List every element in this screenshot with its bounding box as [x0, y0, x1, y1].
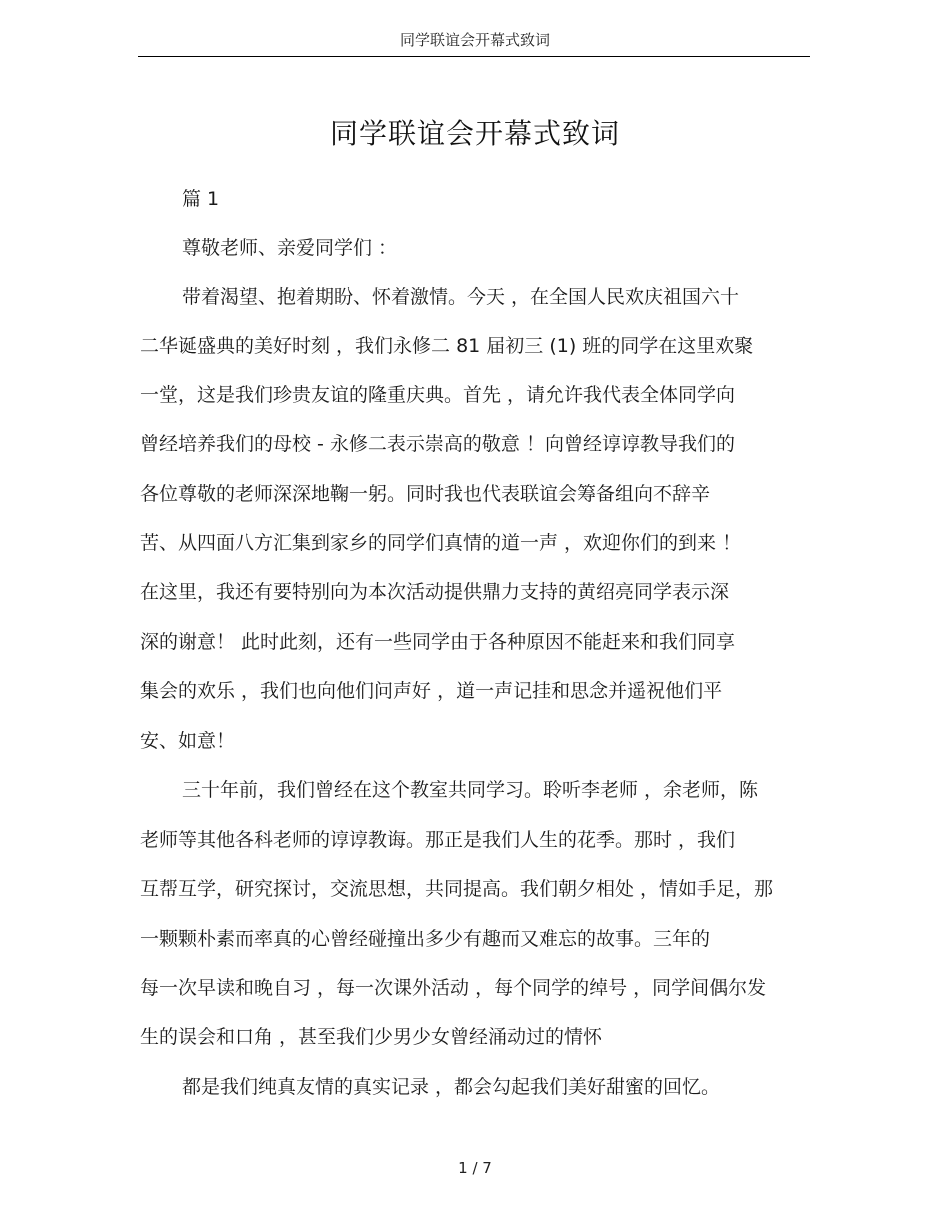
- header-divider: [138, 56, 810, 57]
- page-number: 1 / 7: [458, 1159, 492, 1177]
- body-line: 老师等其他各科老师的谆谆教诲。那正是我们人生的花季。那时 ，我们: [140, 829, 736, 851]
- body-line: 都是我们纯真友情的真实记录 ，都会勾起我们美好甜蜜的回忆。: [182, 1076, 721, 1098]
- section-label: 篇 1: [182, 188, 220, 210]
- body-line: 一堂，这是我们珍贵友谊的隆重庆典。首先 ，请允许我代表全体同学向: [140, 384, 736, 406]
- body-line: 互帮互学，研究探讨，交流思想，共同提高。我们朝夕相处 ，情如手足，那: [140, 878, 774, 900]
- body-line: 各位尊敬的老师深深地鞠一躬。同时我也代表联谊会筹备组向不辞辛: [140, 483, 711, 505]
- body-line: 在这里，我还有要特别向为本次活动提供鼎力支持的黄绍亮同学表示深: [140, 581, 730, 603]
- body-line: 生的误会和口角 ，甚至我们少男少女曾经涌动过的情怀: [140, 1026, 603, 1048]
- body-line: 二华诞盛典的美好时刻 ，我们永修二 81 届初三 (1) 班的同学在这里欢聚: [140, 335, 754, 357]
- body-line: 曾经培养我们的母校 - 永修二表示崇高的敬意 ！向曾经谆谆教导我们的: [140, 433, 735, 455]
- salutation: 尊敬老师、亲爱同学们 ：: [182, 237, 398, 259]
- body-line: 三十年前，我们曾经在这个教室共同学习。聆听李老师 ，余老师，陈: [182, 779, 759, 801]
- body-line: 苦、从四面八方汇集到家乡的同学们真情的道一声 ，欢迎你们的到来 ！: [140, 532, 742, 554]
- body-line: 一颗颗朴素而率真的心曾经碰撞出多少有趣而又难忘的故事。三年的: [140, 928, 711, 950]
- body-line: 集会的欢乐 ，我们也向他们问声好 ，道一声记挂和思念并遥祝他们平: [140, 680, 723, 702]
- body-line: 深的谢意！ 此时此刻，还有一些同学由于各种原因不能赶来和我们同享: [140, 631, 736, 653]
- body-line: 每一次早读和晚自习 ，每一次课外活动 ，每个同学的绰号 ，同学间偶尔发: [140, 977, 767, 999]
- body-line: 带着渴望、抱着期盼、怀着激情。今天 ，在全国人民欢庆祖国六十: [182, 286, 740, 308]
- body-line: 安、如意！: [140, 730, 236, 752]
- document-title: 同学联谊会开幕式致词: [329, 117, 620, 150]
- running-header: 同学联谊会开幕式致词: [399, 31, 550, 49]
